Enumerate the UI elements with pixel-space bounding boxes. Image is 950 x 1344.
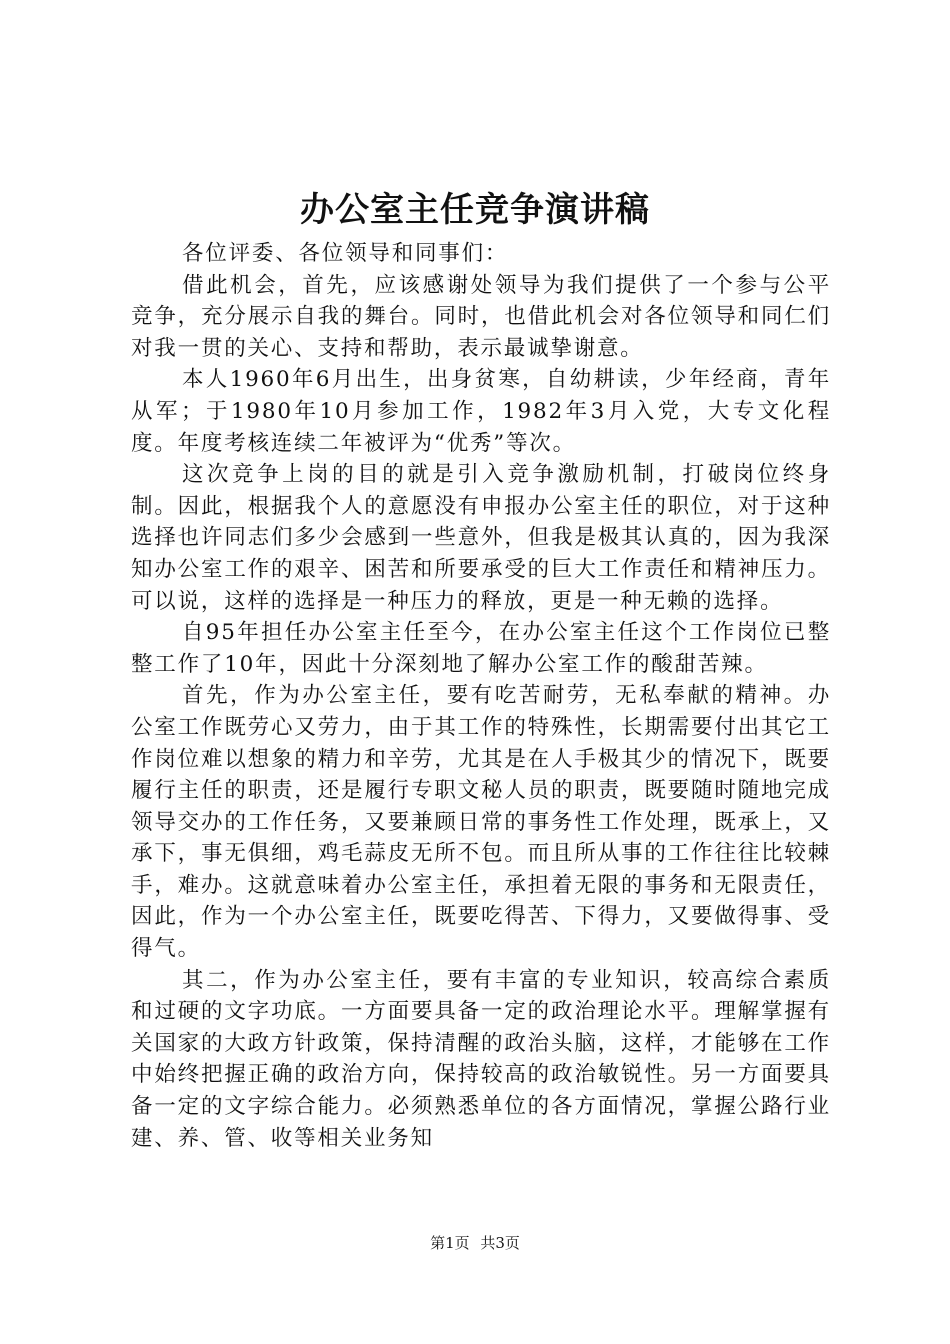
- page-total: 共3页: [480, 1234, 520, 1252]
- paragraph-thanks: 借此机会，首先，应该感谢处领导为我们提供了一个参与公平竞争，充分展示自我的舞台。同时，也借此机会对各位领导和同仁们对我一贯的关心、支持和帮助，表示最诚挚谢意。: [131, 272, 831, 361]
- paragraph-purpose: 这次竞争上岗的目的就是引入竞争激励机制，打破岗位终身制。因此，根据我个人的意愿没有申报办公室主任的职位，对于这种选择也许同志们多少会感到一些意外，但我是极其认真的，因为我深知办公室工作的艰辛、困苦和所要承受的巨大工作责任和精神压力。可以说，这样的选择是一种压力的释放，更是一种无赖的选择。: [131, 462, 831, 614]
- paragraph-experience: 自95年担任办公室主任至今，在办公室主任这个工作岗位已整整工作了10年，因此十分深刻地了解办公室工作的酸甜苦辣。: [131, 620, 831, 677]
- document-body: [131, 238, 831, 1154]
- document-title: 办公室主任竞争演讲稿: [300, 190, 650, 230]
- page-footer: [0, 1232, 950, 1254]
- page-number: 第1页: [430, 1234, 470, 1252]
- paragraph-salutation: 各位评委、各位领导和同事们：: [182, 241, 509, 266]
- paragraph-second-point: 其二，作为办公室主任，要有丰富的专业知识，较高综合素质和过硬的文字功底。一方面要具备一定的政治理论水平。理解掌握有关国家的大政方针政策，保持清醒的政治头脑，这样，才能够在工作中始终把握正确的政治方向，保持较高的政治敏锐性。另一方面要具备一定的文字综合能力。必须熟悉单位的各方面情况，掌握公路行业建、养、管、收等相关业务知: [131, 967, 831, 1151]
- paragraph-first-point: 首先，作为办公室主任，要有吃苦耐劳，无私奉献的精神。办公室工作既劳心又劳力，由于其工作的特殊性，长期需要付出其它工作岗位难以想象的精力和辛劳，尤其是在人手极其少的情况下，既要履行主任的职责，还是履行专职文秘人员的职责，既要随时随地完成领导交办的工作任务，又要兼顾日常的事务性工作处理，既承上，又承下，事无俱细，鸡毛蒜皮无所不包。而且所从事的工作往往比较棘手，难办。这就意味着办公室主任，承担着无限的事务和无限责任，因此，作为一个办公室主任，既要吃得苦、下得力，又要做得事、受得气。: [131, 683, 831, 962]
- paragraph-background: 本人1960年6月出生，出身贫寒，自幼耕读，少年经商，青年从军；于1980年10月参加工作，1982年3月入党，大专文化程度。年度考核连续二年被评为“优秀”等次。: [131, 367, 831, 456]
